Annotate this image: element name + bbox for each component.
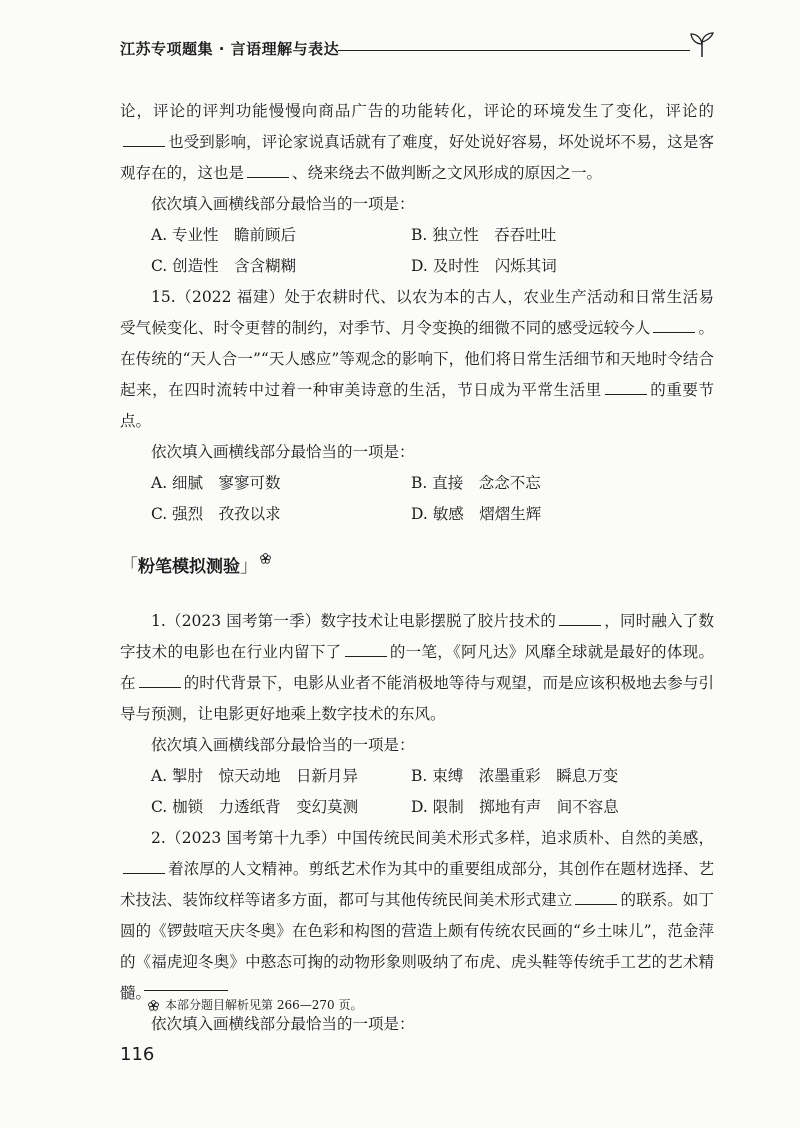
answer-blank <box>123 858 165 874</box>
option-row <box>120 792 714 823</box>
carryover-paragraph: 论，评论的评判功能慢慢向商品广告的功能转化，评论的环境发生了变化，评论的也受到影响，评论家说真话就有了难度，好处说好容易，坏处说坏不易，这是客观存在的，这也是 、绕来绕去不做判断之文风形成的原因之一。 <box>120 102 714 182</box>
option-a: A. 专业性 瞻前顾后 <box>151 226 297 244</box>
option-row <box>120 220 714 251</box>
answer-blank <box>575 889 617 905</box>
section-heading <box>120 552 714 582</box>
option-b: B. 束缚 浓墨重彩 瞬息万变 <box>411 767 619 785</box>
question-1-stem: 1.（2023 国考第一季）数字技术让电影摆脱了胶片技术的 ，同时融入了数字技术的电影也在行业内留下了 的一笔，《阿凡达》风靡全球就是最好的体现。在 的时代背景下，电影从业者不能消极地等待与观望，而是应该积极地去参与引导与预测，让电影更好地乘上数字技术的东风。 <box>120 612 714 723</box>
footnote-rule <box>144 990 228 991</box>
answer-blank <box>247 162 289 178</box>
flower-icon <box>148 1000 159 1011</box>
answer-blank <box>345 641 387 657</box>
question-prompt: 依次填入画横线部分最恰当的一项是： <box>151 1015 415 1033</box>
answer-blank <box>123 131 165 147</box>
question-prompt: 依次填入画横线部分最恰当的一项是： <box>151 195 415 213</box>
page-content <box>120 96 714 1040</box>
option-a: A. 细腻 寥寥可数 <box>151 474 281 492</box>
flower-icon <box>260 553 271 564</box>
footnote-text: 本部分题目解析见第 266—270 页。 <box>165 998 363 1012</box>
answer-blank <box>139 672 181 688</box>
option-row <box>120 251 714 282</box>
question-prompt: 依次填入画横线部分最恰当的一项是： <box>151 736 415 754</box>
question-prompt: 依次填入画横线部分最恰当的一项是： <box>151 443 415 461</box>
option-c: C. 强烈 孜孜以求 <box>151 505 281 523</box>
option-b: B. 独立性 吞吞吐吐 <box>411 226 557 244</box>
option-a: A. 掣肘 惊天动地 日新月异 <box>151 767 359 785</box>
footnote <box>148 996 362 1014</box>
header-rule <box>338 50 690 51</box>
option-row <box>120 468 714 499</box>
section-bracket-close: 」 <box>240 556 258 577</box>
running-header-title: 江苏专项题集 · 言语理解与表达 <box>120 40 340 58</box>
section-title: 粉笔模拟测验 <box>138 557 240 577</box>
option-d: D. 限制 掷地有声 间不容息 <box>411 798 619 816</box>
option-c: C. 枷锁 力透纸背 变幻莫测 <box>151 798 359 816</box>
option-d: D. 及时性 闪烁其词 <box>411 257 557 275</box>
sprout-icon <box>688 32 716 58</box>
question-15-stem: 15.（2022 福建）处于农耕时代、以农为本的古人，农业生产活动和日常生活易受气候变化、时令更替的制约，对季节、月令变换的细微不同的感受远较今人 。在传统的“天人合一”“天人感应”等观念的影响下，他们将日常生活细节和天地时令结合起来，在四时流转中过着一种审美诗意的生活，节日成为平常生活里 的重要节点。 <box>120 288 714 430</box>
answer-blank <box>605 379 647 395</box>
question-2-stem: 2.（2023 国考第十九季）中国传统民间美术形式多样，追求质朴、自然的美感，着浓厚的人文精神。剪纸艺术作为其中的重要组成部分，其创作在题材选择、艺术技法、装饰纹样等诸多方面，都可与其他传统民间美术形式建立 的联系。如丁圆的《锣鼓喧天庆冬奥》在色彩和构图的营造上颇有传统农民画的“乡土味儿”，范金萍的《福虎迎冬奥》中憨态可掬的动物形象则吸纳了布虎、虎头鞋等传统手工艺的艺术精髓。 <box>120 829 714 1002</box>
option-row <box>120 499 714 530</box>
option-c: C. 创造性 含含糊糊 <box>151 257 297 275</box>
section-bracket-open: 「 <box>120 556 138 577</box>
running-header <box>120 32 720 64</box>
answer-blank <box>653 317 695 333</box>
option-d: D. 敏感 熠熠生辉 <box>411 505 542 523</box>
page-number: 116 <box>120 1044 155 1065</box>
option-b: B. 直接 念念不忘 <box>411 474 541 492</box>
option-row <box>120 761 714 792</box>
answer-blank <box>559 610 601 626</box>
